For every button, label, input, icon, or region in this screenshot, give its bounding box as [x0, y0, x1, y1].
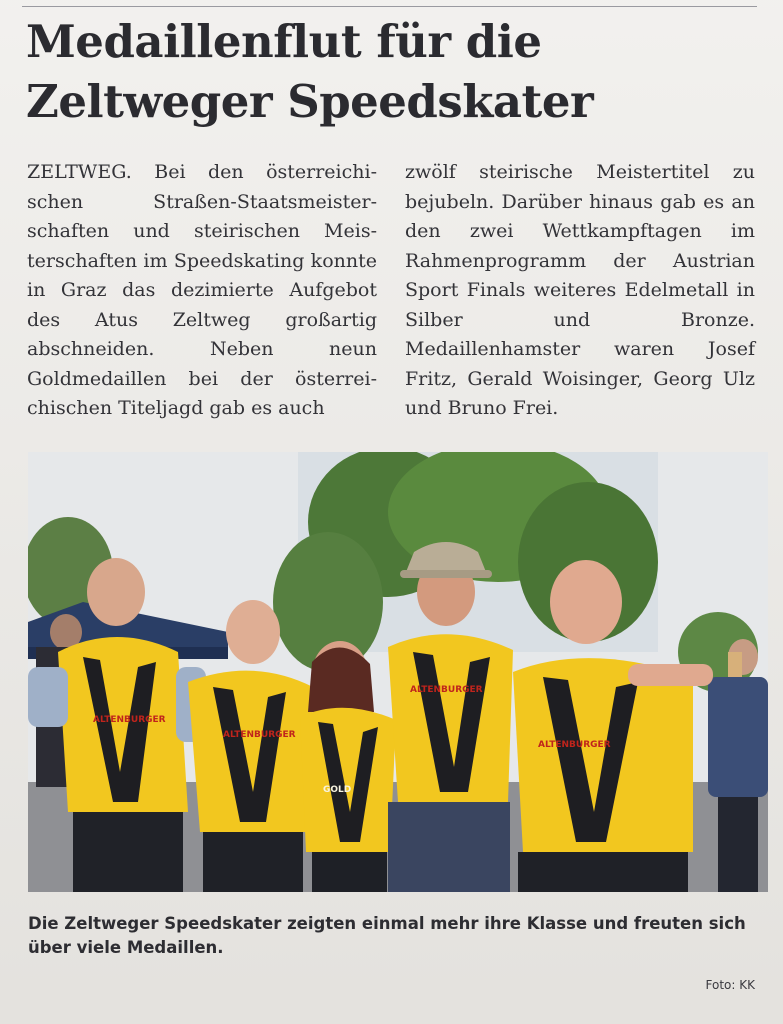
team-photo: [28, 452, 768, 892]
dateline: ZELTWEG.: [27, 161, 132, 183]
jersey-sponsor-4: ALTENBURGER: [410, 685, 483, 695]
article-body-right-column: [405, 158, 755, 424]
team-photo-illustration: [28, 452, 768, 892]
body-text-left: Bei den österreichischen Straßen-Staatsmeisterschaften und steirischen Meisterschaften im Speedskating konnte in Graz das dezimierte Aufgebot des Atus Zeltweg großartig abschneiden. Neben neun Goldmedaillen bei der österreichischen Titeljagd gab es auch: [27, 161, 378, 419]
article-body-left-column: [27, 158, 377, 424]
body-text-right: zwölf steirische Meistertitel zu bejubeln. Darüber hinaus gab es an den zwei Wettkampftagen im Rahmenprogramm der Austrian Sport Finals weiteres Edelmetall in Silber und Bronze. Medaillenhamster waren Josef Fritz, Gerald Woisinger, Georg Ulz und Bruno Frei.: [405, 161, 755, 419]
top-rule: [22, 6, 757, 7]
headline-line-1: Medaillenflut für die: [26, 15, 542, 68]
jersey-sponsor-3: GOLD: [323, 785, 352, 795]
photo-caption: Die Zeltweger Speedskater zeigten einmal mehr ihre Klasse und freuten sich über viele Medaillen.: [28, 914, 746, 957]
photo-credit: Foto: KK: [705, 978, 755, 992]
jersey-sponsor-1: ALTENBURGER: [93, 715, 166, 725]
jersey-sponsor-2: ALTENBURGER: [223, 730, 296, 740]
headline-line-2: Zeltweger Speedskater: [26, 75, 594, 128]
jersey-sponsor-5: ALTENBURGER: [538, 740, 611, 750]
headline: [26, 12, 766, 132]
